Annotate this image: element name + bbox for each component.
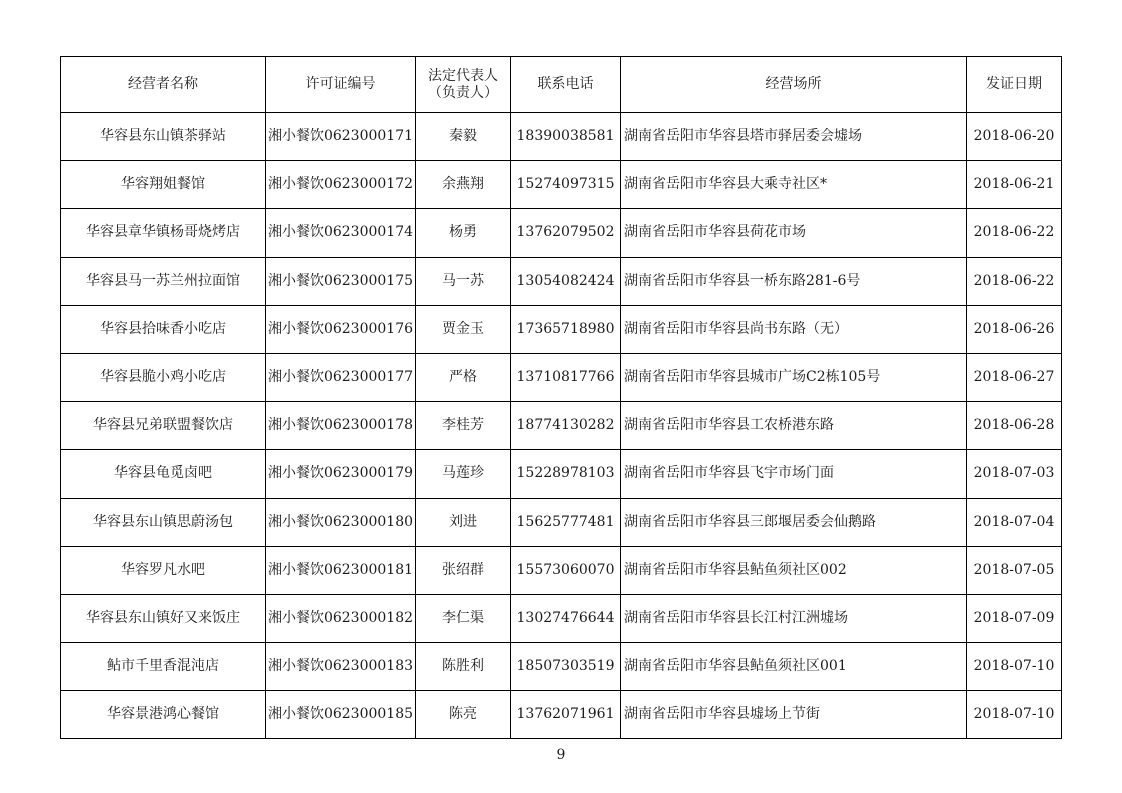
- legal-representative-cell: 马一苏: [416, 257, 511, 305]
- issue-date-cell: 2018-06-26: [967, 305, 1062, 353]
- license-number-cell: 湘小餐饮0623000181: [266, 546, 416, 594]
- issue-date-cell: 2018-06-22: [967, 257, 1062, 305]
- table-row: [61, 643, 1062, 691]
- header-license-number: 许可证编号: [266, 57, 416, 113]
- legal-representative-cell: 杨勇: [416, 209, 511, 257]
- address-cell: 湖南省岳阳市华容县飞宇市场门面: [621, 450, 967, 498]
- phone-cell: 13027476644: [511, 594, 621, 642]
- operator-name-cell: 华容景港鸿心餐馆: [61, 691, 266, 739]
- address-cell: 湖南省岳阳市华容县尚书东路（无）: [621, 305, 967, 353]
- operator-name-cell: 华容县东山镇思蔚汤包: [61, 498, 266, 546]
- table-row: [61, 402, 1062, 450]
- issue-date-cell: 2018-07-10: [967, 691, 1062, 739]
- operator-name-cell: 华容县东山镇好又来饭庄: [61, 594, 266, 642]
- operator-name-cell: 鲇市千里香混沌店: [61, 643, 266, 691]
- legal-representative-cell: 刘进: [416, 498, 511, 546]
- legal-representative-cell: 马莲珍: [416, 450, 511, 498]
- legal-representative-cell: 秦毅: [416, 113, 511, 161]
- header-rep-line1: 法定代表人: [428, 67, 498, 84]
- phone-cell: 15625777481: [511, 498, 621, 546]
- address-cell: 湖南省岳阳市华容县长江村江洲墟场: [621, 594, 967, 642]
- operator-name-cell: 华容县脆小鸡小吃店: [61, 353, 266, 401]
- page-number: 9: [556, 747, 566, 763]
- license-number-cell: 湘小餐饮0623000179: [266, 450, 416, 498]
- operator-name-cell: 华容县章华镇杨哥烧烤店: [61, 209, 266, 257]
- legal-representative-cell: 余燕翔: [416, 161, 511, 209]
- issue-date-cell: 2018-06-28: [967, 402, 1062, 450]
- table-row: [61, 450, 1062, 498]
- table-row: [61, 161, 1062, 209]
- operator-name-cell: 华容罗凡水吧: [61, 546, 266, 594]
- legal-representative-cell: 贾金玉: [416, 305, 511, 353]
- table-row: [61, 257, 1062, 305]
- legal-representative-cell: 李桂芳: [416, 402, 511, 450]
- legal-representative-cell: 陈胜利: [416, 643, 511, 691]
- phone-cell: 18774130282: [511, 402, 621, 450]
- address-cell: 湖南省岳阳市华容县塔市驿居委会墟场: [621, 113, 967, 161]
- table-row: [61, 353, 1062, 401]
- license-table: [60, 56, 1062, 739]
- issue-date-cell: 2018-07-05: [967, 546, 1062, 594]
- phone-cell: 15573060070: [511, 546, 621, 594]
- table-row: [61, 498, 1062, 546]
- address-cell: 湖南省岳阳市华容县城市广场C2栋105号: [621, 353, 967, 401]
- legal-representative-cell: 陈亮: [416, 691, 511, 739]
- address-cell: 湖南省岳阳市华容县鲇鱼须社区002: [621, 546, 967, 594]
- operator-name-cell: 华容县马一苏兰州拉面馆: [61, 257, 266, 305]
- phone-cell: 13762079502: [511, 209, 621, 257]
- phone-cell: 13710817766: [511, 353, 621, 401]
- address-cell: 湖南省岳阳市华容县三郎堰居委会仙鹅路: [621, 498, 967, 546]
- issue-date-cell: 2018-06-21: [967, 161, 1062, 209]
- table-row: [61, 209, 1062, 257]
- address-cell: 湖南省岳阳市华容县墟场上节街: [621, 691, 967, 739]
- header-operator-name: 经营者名称: [61, 57, 266, 113]
- header-phone: 联系电话: [511, 57, 621, 113]
- phone-cell: 13054082424: [511, 257, 621, 305]
- issue-date-cell: 2018-06-27: [967, 353, 1062, 401]
- table-row: [61, 305, 1062, 353]
- table-row: [61, 113, 1062, 161]
- license-number-cell: 湘小餐饮0623000171: [266, 113, 416, 161]
- phone-cell: 17365718980: [511, 305, 621, 353]
- address-cell: 湖南省岳阳市华容县鲇鱼须社区001: [621, 643, 967, 691]
- table-row: [61, 594, 1062, 642]
- license-number-cell: 湘小餐饮0623000177: [266, 353, 416, 401]
- license-number-cell: 湘小餐饮0623000176: [266, 305, 416, 353]
- license-number-cell: 湘小餐饮0623000180: [266, 498, 416, 546]
- address-cell: 湖南省岳阳市华容县荷花市场: [621, 209, 967, 257]
- table-row: [61, 691, 1062, 739]
- operator-name-cell: 华容县拾味香小吃店: [61, 305, 266, 353]
- header-address: 经营场所: [621, 57, 967, 113]
- operator-name-cell: 华容县龟觅卤吧: [61, 450, 266, 498]
- license-number-cell: 湘小餐饮0623000175: [266, 257, 416, 305]
- table-body: [61, 113, 1062, 739]
- legal-representative-cell: 张绍群: [416, 546, 511, 594]
- header-rep-line2: （负责人）: [428, 84, 498, 101]
- issue-date-cell: 2018-06-20: [967, 113, 1062, 161]
- operator-name-cell: 华容县东山镇茶驿站: [61, 113, 266, 161]
- table-row: [61, 546, 1062, 594]
- issue-date-cell: 2018-06-22: [967, 209, 1062, 257]
- address-cell: 湖南省岳阳市华容县工农桥港东路: [621, 402, 967, 450]
- address-cell: 湖南省岳阳市华容县大乘寺社区*: [621, 161, 967, 209]
- header-issue-date: 发证日期: [967, 57, 1062, 113]
- legal-representative-cell: 李仁渠: [416, 594, 511, 642]
- issue-date-cell: 2018-07-04: [967, 498, 1062, 546]
- legal-representative-cell: 严格: [416, 353, 511, 401]
- phone-cell: 15228978103: [511, 450, 621, 498]
- phone-cell: 18507303519: [511, 643, 621, 691]
- issue-date-cell: 2018-07-03: [967, 450, 1062, 498]
- phone-cell: 18390038581: [511, 113, 621, 161]
- phone-cell: 13762071961: [511, 691, 621, 739]
- phone-cell: 15274097315: [511, 161, 621, 209]
- issue-date-cell: 2018-07-09: [967, 594, 1062, 642]
- license-number-cell: 湘小餐饮0623000182: [266, 594, 416, 642]
- header-legal-representative: [416, 57, 511, 113]
- license-number-cell: 湘小餐饮0623000174: [266, 209, 416, 257]
- operator-name-cell: 华容县兄弟联盟餐饮店: [61, 402, 266, 450]
- issue-date-cell: 2018-07-10: [967, 643, 1062, 691]
- address-cell: 湖南省岳阳市华容县一桥东路281-6号: [621, 257, 967, 305]
- operator-name-cell: 华容翔姐餐馆: [61, 161, 266, 209]
- license-number-cell: 湘小餐饮0623000172: [266, 161, 416, 209]
- license-number-cell: 湘小餐饮0623000183: [266, 643, 416, 691]
- license-number-cell: 湘小餐饮0623000178: [266, 402, 416, 450]
- license-number-cell: 湘小餐饮0623000185: [266, 691, 416, 739]
- header-row: [61, 57, 1062, 113]
